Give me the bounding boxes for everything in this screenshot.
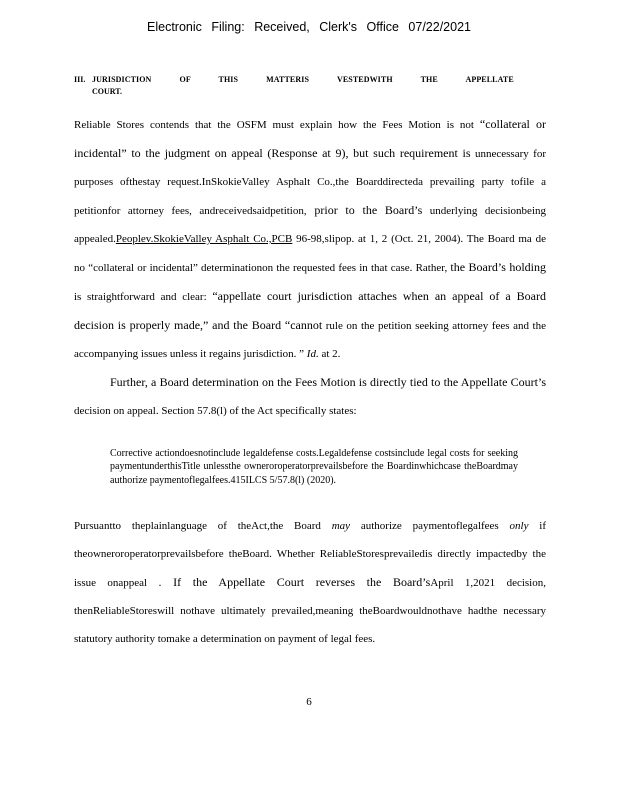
- paragraph-1-text: prevailing party tofile a petitionfor attorney fees, andreceivedsaidpetition,: [74, 176, 547, 217]
- paragraph-2-text: decision on appeal. Section 57.8(l) of the Act specifically states:: [74, 405, 357, 417]
- body-text-lower: [74, 512, 546, 653]
- emphasis-only: only: [509, 520, 529, 532]
- body-text-upper: [74, 110, 546, 425]
- section-title-line2: COURT.: [92, 87, 123, 96]
- emphasis-may: may: [331, 520, 351, 532]
- paragraph-3-text: April 1,2021 decision, thenReliableStoreswill nothave ultimately prevailed,meaning theBoardwouldnothave hadthe necessary statutory authority tomake a determination on payment of legal fees.: [74, 577, 546, 645]
- paragraph-3-text: if theowneroroperatorprevailsbefore theBoard. Whether ReliableStoresprevailedis directly impactedby the issue onappeal: [74, 520, 546, 589]
- paragraph-1-text: at 2.: [318, 348, 341, 360]
- filing-stamp: Electronic Filing: Received, Clerk's Office 07/22/2021: [147, 20, 471, 34]
- section-title-line1: JURISDICTION OF THIS MATTERIS VESTEDWITH THE APPELLATE: [92, 75, 514, 84]
- paragraph-1-text: rule on the petition seeking attorney fees and the accompanying issues unless it regains jurisdiction. ”: [74, 320, 546, 360]
- page-number: 6: [306, 696, 312, 708]
- case-citation: Peoplev.SkokieValley Asphalt Co.,PCB: [115, 233, 293, 245]
- paragraph-3-text: authorize paymentoflegalfees: [350, 520, 510, 532]
- paragraph-1-text: fees in that case. Rather,: [338, 262, 451, 274]
- section-heading: [74, 74, 514, 98]
- paragraph-1-text: is straightforward and clear:: [74, 291, 213, 303]
- paragraph-3-text: . If the Appellate Court reverses the Board’s: [158, 575, 431, 589]
- paragraph-2-text: Further, a Board determination on the Fees Motion is directly tied to the Appellate Court’s: [110, 375, 546, 389]
- block-quote: Corrective actiondoesnotinclude legaldefense costs.Legaldefense costsinclude legal costs for seeking paymentunderthisTitle unlessthe owneroroperatorprevailsbefore the Boardinwhichcase theBoardmay authorize paymentoflegalfees.415ILCS 5/57.8(l) (2020).: [110, 448, 518, 486]
- paragraph-2: [74, 368, 546, 425]
- paragraph-1-text: “collateral or incidental” to the judgment on appeal (Response at 9), but such requirement is: [74, 117, 547, 160]
- paragraph-1-text: prior to the Board’s: [306, 203, 423, 217]
- paragraph-3: [74, 512, 546, 653]
- paragraph-1: [74, 110, 546, 368]
- paragraph-1-text: unnecessary for purposes ofthestay request.InSkokieValley Asphalt Co.,the Boarddirecteda: [74, 148, 547, 188]
- paragraph-1-text: underlying decisionbeing appealed.: [74, 205, 546, 245]
- paragraph-1-text: 96-98,slipop. at: [292, 233, 366, 245]
- paragraph-1-text: the Board’s holding: [450, 260, 546, 274]
- paragraph-1-text: Reliable Stores contends that the OSFM must explain how the Fees Motion is not: [74, 119, 474, 131]
- id-citation: Id.: [306, 348, 319, 360]
- paragraph-1-text: “appellate court jurisdiction attaches when an appeal of a Board decision is properly made,” and the Board “cannot: [74, 289, 547, 332]
- paragraph-1-text: 1, 2 (Oct. 21, 2004). The Board ma de no “collateral or incidental” determinationon the requested: [74, 233, 546, 274]
- section-number: III.: [74, 75, 86, 84]
- paragraph-3-text: Pursuantto theplainlanguage of theAct,the Board: [74, 520, 332, 532]
